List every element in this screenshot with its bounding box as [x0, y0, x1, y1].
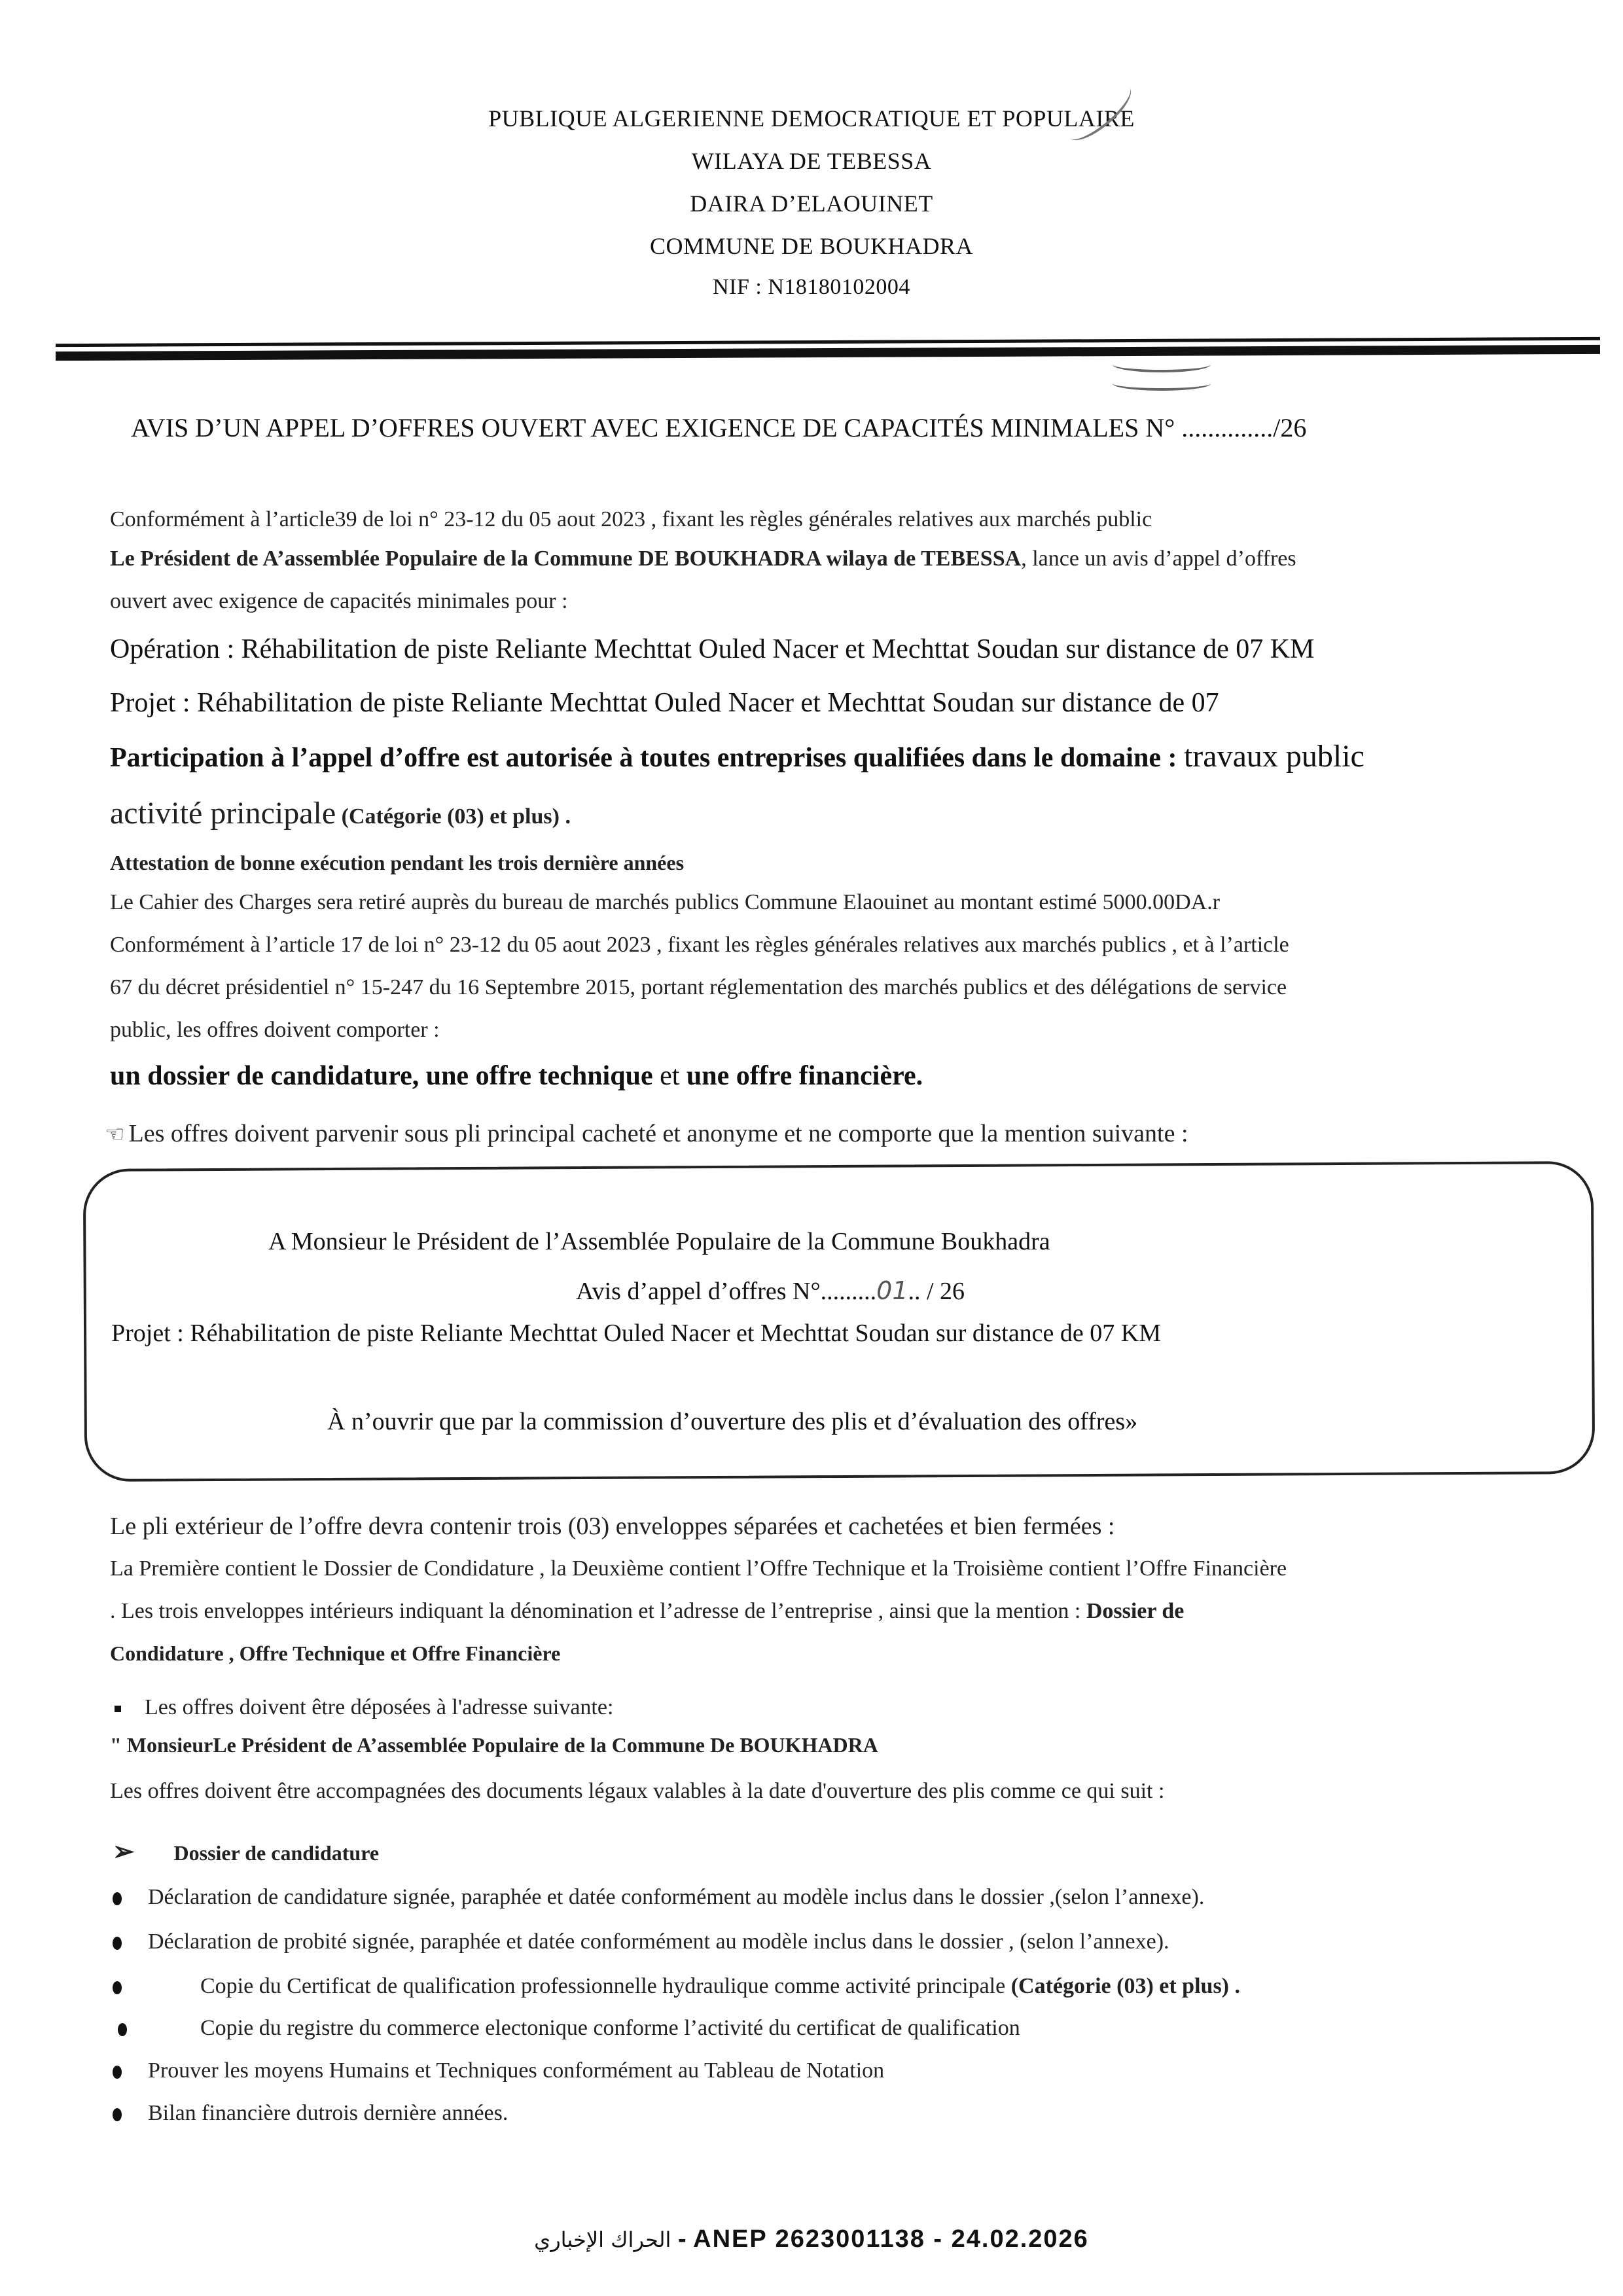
round-bullet-icon [113, 1892, 122, 1905]
notice-title: AVIS D’UN APPEL D’OFFRES OUVERT AVEC EXIGENCE DE CAPACITÉS MINIMALES N° ............../26 [131, 413, 1307, 442]
footer-publisher-arabic: الحراك الإخباري [534, 2227, 671, 2252]
requirement-category: (Catégorie (03) et plus) . [1010, 1974, 1240, 1998]
capacity-line: ouvert avec exigence de capacités minimales pour : [110, 589, 568, 613]
header-wilaya: WILAYA DE TEBESSA [691, 148, 932, 174]
deposit-line [115, 1695, 613, 1720]
requirement-text: Déclaration de probité signée, paraphée et datée conformément au modèle inclus dans le dossier , (selon l’annexe). [148, 1929, 1169, 1954]
dossier-heading [113, 1836, 379, 1867]
box-addressee: A Monsieur le Président de l’Assemblée Populaire de la Commune Boukhadra [268, 1228, 1050, 1255]
pli-text: Les offres doivent parvenir sous pli principal cacheté et anonyme et ne comporte que la mention suivante : [128, 1120, 1188, 1147]
requirement-item [113, 2101, 508, 2126]
box-avis-number [576, 1276, 965, 1306]
president-launch [110, 547, 1296, 571]
round-bullet-icon [118, 2023, 127, 2036]
envelopes-labels: Condidature , Offre Technique et Offre Financière [110, 1641, 561, 1665]
requirement-item [113, 2058, 884, 2083]
legal-documents-line: Les offres doivent être accompagnées des documents légaux valables à la date d'ouverture des plis comme ce qui suit : [110, 1779, 1165, 1803]
comporter-dossier: un dossier de candidature, une offre technique [110, 1061, 653, 1091]
envelopes-content: La Première contient le Dossier de Condidature , la Deuxième contient l’Offre Technique et la Troisième contient l’Offre Financière [110, 1556, 1287, 1581]
publication-footer [0, 2225, 1623, 2253]
deposit-text: Les offres doivent être déposées à l'adresse suivante: [145, 1695, 614, 1719]
envelopes-mention-text: . Les trois enveloppes intérieurs indiquant la dénomination et l’adresse de l’entreprise , ainsi que la mention : [110, 1599, 1081, 1623]
article17-line-c: public, les offres doivent comporter : [110, 1018, 440, 1042]
requirement-text: Prouver les moyens Humains et Techniques conformément au Tableau de Notation [148, 2058, 885, 2083]
president-text: Le Président de A’assemblée Populaire de la Commune DE BOUKHADRA wilaya de TEBESSA [110, 547, 1022, 571]
header-republic: PUBLIQUE ALGERIENNE DEMOCRATIQUE ET POPULAIRE [488, 105, 1135, 132]
requirement-item [113, 1929, 1169, 1954]
dossier-heading-text: Dossier de candidature [173, 1841, 380, 1865]
pli-exterieur: Le pli extérieur de l’offre devra contenir trois (03) enveloppes séparées et cachetées et bien fermées : [110, 1513, 1115, 1540]
operation-line: Opération : Réhabilitation de piste Reliante Mechttat Ouled Nacer et Mechttat Soudan sur distance de 07 KM [110, 634, 1315, 664]
square-bullet-icon [115, 1706, 121, 1712]
participation-line [110, 738, 1364, 774]
handwritten-curve [1113, 376, 1211, 391]
round-bullet-icon [113, 2108, 122, 2121]
attestation-line: Attestation de bonne exécution pendant les trois dernière années [110, 851, 685, 874]
box-projet: Projet : Réhabilitation de piste Reliante Mechttat Ouled Nacer et Mechttat Soudan sur distance de 07 KM [111, 1319, 1162, 1347]
handwritten-number: 01 [876, 1276, 908, 1305]
round-bullet-icon [113, 1981, 122, 1994]
legal-reference: Conformément à l’article39 de loi n° 23-12 du 05 aout 2023 , fixant les règles générales relatives aux marchés public [110, 507, 1152, 531]
round-bullet-icon [113, 2066, 122, 2079]
header-nif: NIF : N18180102004 [713, 275, 910, 299]
activite-line [110, 795, 571, 831]
header-rule-thick [56, 345, 1600, 361]
envelopes-mention [110, 1599, 1184, 1624]
requirement-text: Copie du Certificat de qualification professionnelle hydraulique comme activité principale [200, 1974, 1006, 1998]
participation-domain: travaux public [1183, 739, 1364, 774]
arrowhead-bullet-icon: ➢ [113, 1837, 135, 1866]
header-daira: DAIRA D’ELAOUINET [690, 190, 933, 217]
envelopes-mention-bold: Dossier de [1086, 1599, 1185, 1623]
cahier-line: Le Cahier des Charges sera retiré auprès du bureau de marchés publics Commune Elaouinet au montant estimé 5000.00DA.r [110, 890, 1221, 914]
projet-line: Projet : Réhabilitation de piste Reliante Mechttat Ouled Nacer et Mechttat Soudan sur distance de 07 [110, 688, 1219, 718]
requirement-text: Bilan financière dutrois dernière années. [148, 2101, 508, 2125]
header-commune: COMMUNE DE BOUKHADRA [649, 233, 973, 259]
comporter-et: et [660, 1061, 680, 1091]
article17-line-a: Conformément à l’article 17 de loi n° 23-12 du 05 aout 2023 , fixant les règles générales relatives aux marchés publics , et à l’article [110, 933, 1289, 957]
categorie-text: (Catégorie (03) et plus) . [341, 804, 571, 829]
requirement-text: Déclaration de candidature signée, paraphée et datée conformément au modèle inclus dans le dossier ,(selon l’annexe). [148, 1885, 1205, 1909]
comporter-line [110, 1060, 923, 1092]
comporter-financiere: une offre financière. [686, 1061, 923, 1091]
launch-text: , lance un avis d’appel d’offres [1021, 547, 1296, 571]
box-avis-suffix: .. / 26 [908, 1278, 965, 1305]
requirement-item [118, 2016, 1020, 2041]
box-avis-prefix: Avis d’appel d’offres N°......... [576, 1278, 877, 1305]
participation-text: Participation à l’appel d’offre est autorisée à toutes entreprises qualifiées dans le domaine : [110, 743, 1177, 773]
box-open-instruction: À n’ouvrir que par la commission d’ouverture des plis et d’évaluation des offres» [327, 1408, 1138, 1435]
footer-separator: - [671, 2225, 694, 2253]
deposit-address: " MonsieurLe Président de A’assemblée Populaire de la Commune De BOUKHADRA [110, 1733, 878, 1757]
round-bullet-icon [113, 1937, 122, 1950]
requirement-item [113, 1885, 1204, 1910]
stamp-mark [1113, 357, 1211, 372]
activite-text: activité principale [110, 796, 336, 831]
pointing-hand-icon: ☜ [105, 1122, 125, 1147]
requirement-item [113, 1974, 1240, 1999]
article17-line-b: 67 du décret présidentiel n° 15-247 du 16 Septembre 2015, portant réglementation des marchés publics et des délégations de service [110, 975, 1287, 999]
pli-line [105, 1119, 1188, 1148]
requirement-text: Copie du registre du commerce electonique conforme l’activité du certificat de qualification [200, 2016, 1020, 2040]
footer-anep-ref: ANEP 2623001138 - 24.02.2026 [693, 2225, 1089, 2253]
